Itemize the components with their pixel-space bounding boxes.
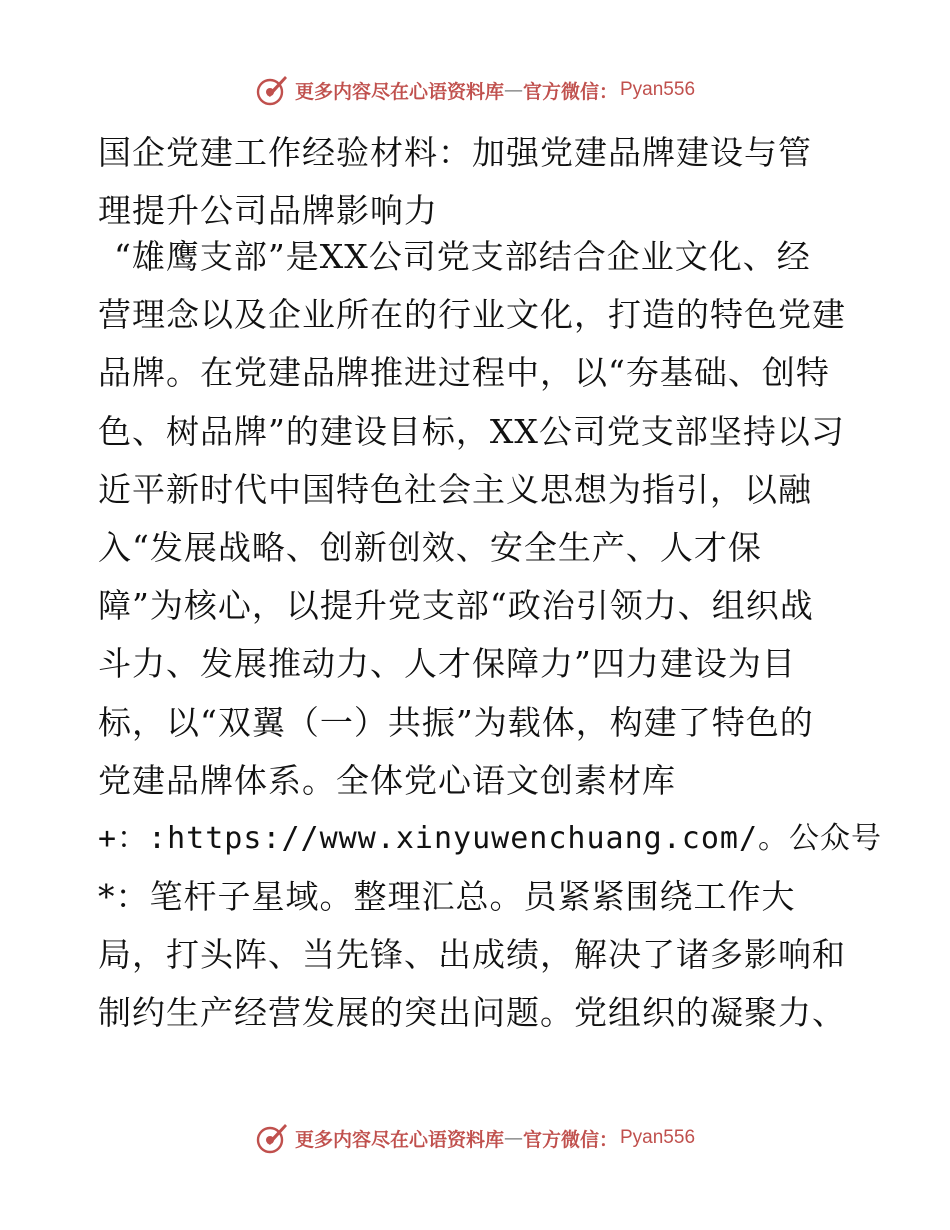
wechat-id: Pyan556 (620, 1127, 696, 1148)
quill-pen-circle-icon (255, 73, 289, 107)
body-line: 近平新时代中国特色社会主义思想为指引，以融 (98, 469, 812, 509)
header-banner (0, 70, 950, 110)
wechat-id: Pyan556 (620, 79, 696, 100)
wechat-label: 官方微信： (522, 1128, 618, 1151)
body-line: 色、树品牌”的建设目标，XX公司党支部坚持以习 (98, 411, 845, 451)
body-line: 标，以“双翼（一）共振”为载体，构建了特色的 (98, 702, 814, 742)
body-line: 局，打头阵、当先锋、出成绩，解决了诸多影响和 (98, 935, 846, 975)
title-line: 国企党建工作经验材料：加强党建品牌建设与管 (98, 133, 812, 172)
promo-text: 更多内容尽在心语资料库 (294, 1128, 504, 1151)
body-line: *：笔杆子星域。整理汇总。员紧紧围绕工作大 (98, 877, 796, 917)
quill-pen-circle-icon (255, 1121, 289, 1155)
promo-dash: — (503, 1127, 523, 1149)
body-line: 入“发展战略、创新创效、安全生产、人才保 (98, 527, 762, 567)
body-line-url: +：:https://www.xinyuwenchuang.com/。公众号 (98, 820, 883, 856)
body-line: 营理念以及企业所在的行业文化，打造的特色党建 (98, 295, 846, 335)
promo-text: 更多内容尽在心语资料库 (294, 80, 504, 103)
footer-banner (0, 1118, 950, 1158)
promo-dash: — (503, 79, 523, 101)
body-line: 品牌。在党建品牌推进过程中，以“夯基础、创特 (98, 353, 830, 393)
document-body (98, 228, 883, 1043)
wechat-label: 官方微信： (522, 80, 618, 103)
body-line: 斗力、发展推动力、人才保障力”四力建设为目 (98, 644, 796, 684)
body-line: 制约生产经营发展的突出问题。党组织的凝聚力、 (98, 993, 846, 1033)
body-line: 党建品牌体系。全体党心语文创素材库 (98, 760, 676, 800)
title-line: 理提升公司品牌影响力 (98, 191, 438, 231)
body-line: 障”为核心，以提升党支部“政治引领力、组织战 (98, 586, 814, 626)
document-title (98, 124, 858, 240)
body-line: “雄鹰支部”是XX公司党支部结合企业文化、经 (114, 237, 811, 276)
